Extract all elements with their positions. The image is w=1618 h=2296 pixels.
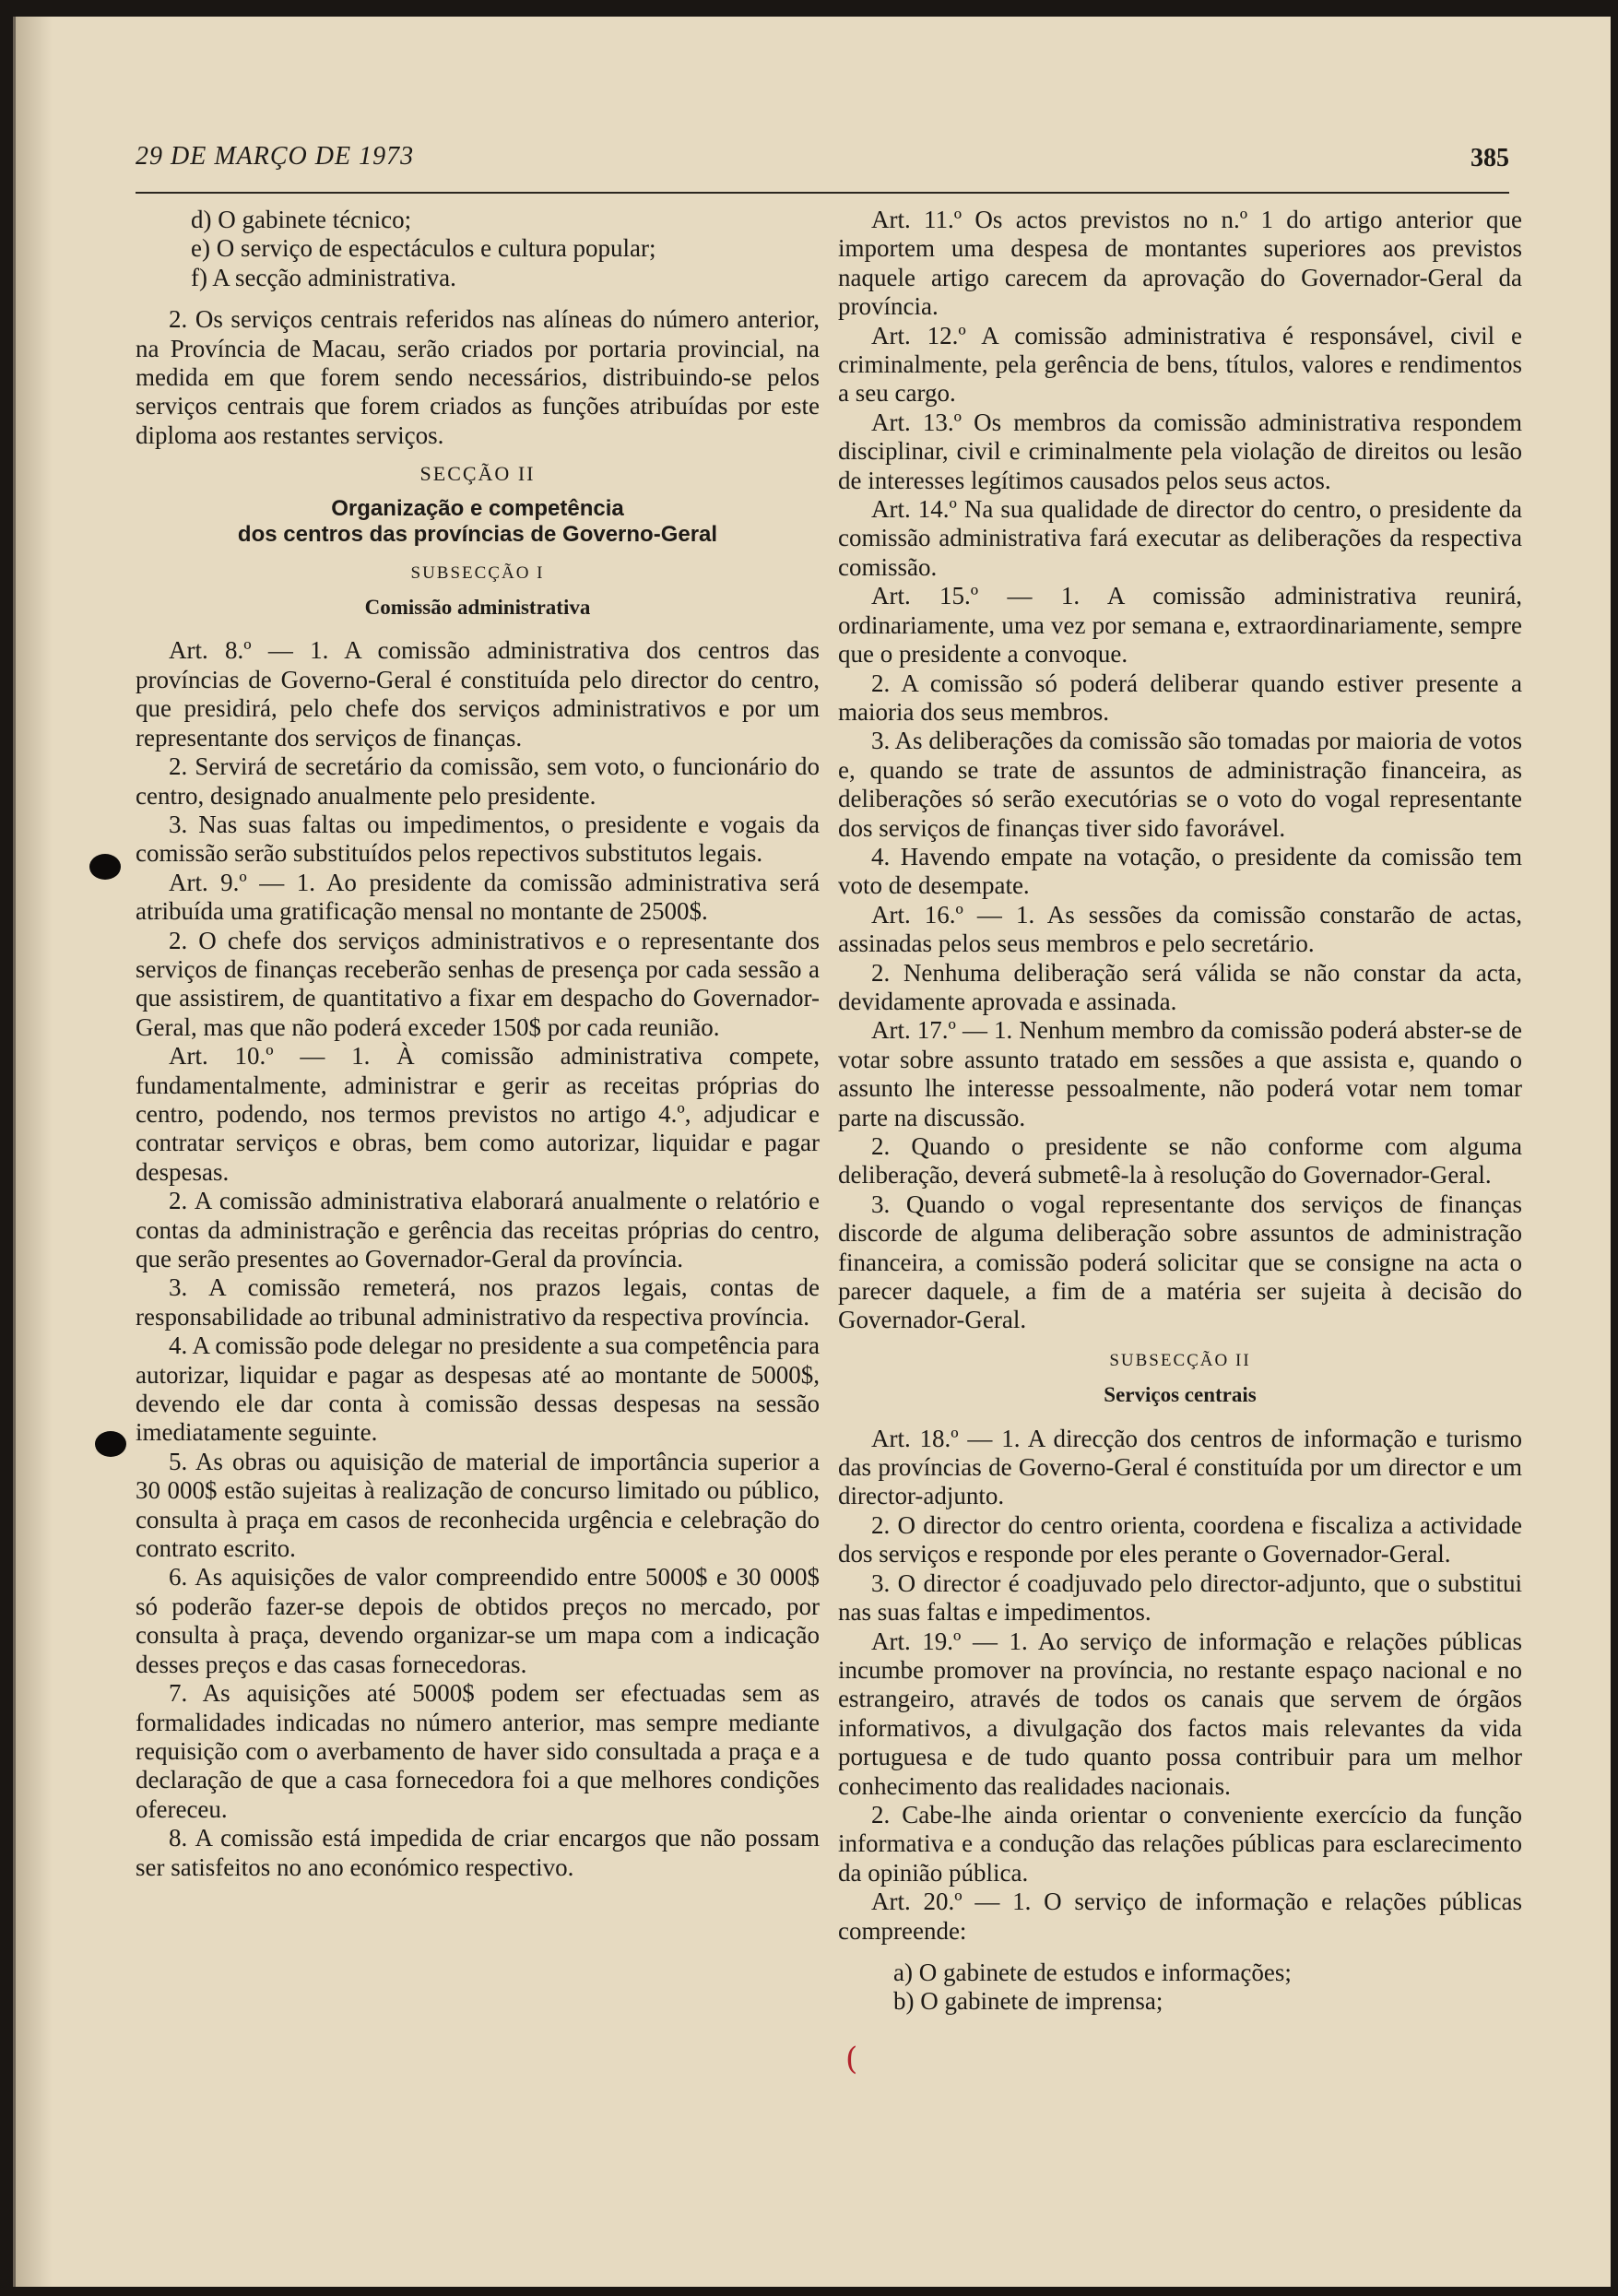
article-paragraph: 2. Servirá de secretário da comissão, sem voto, o funcionário do centro, designado anualmente pelo presidente. [136, 752, 820, 810]
binding-hole [89, 854, 121, 880]
article-paragraph-annotated: Art. 19.º — 1. Ao serviço de informação e relações públicas incumbe promover na província, no restante espaço nacional e no estrangeiro, através de todos os canais que servem de órgãos informativos, a divulgação dos factos mais relevantes da vida portuguesa e de tudo quanto possa contribuir para um melhor conhecimento das realidades nacionais. [838, 1627, 1522, 1800]
section-title-line: Organização e competência [331, 495, 624, 521]
article-paragraph: 3. A comissão remeterá, nos prazos legais, contas de responsabilidade ao tribunal administrativo da respectiva província. [136, 1273, 820, 1331]
page-header [136, 142, 1509, 188]
section-label: SECÇÃO II [419, 462, 536, 486]
article-paragraph: 2. Nenhuma deliberação será válida se não constar da acta, devidamente aprovada e assinada. [838, 958, 1522, 1015]
article-paragraph: Art. 9.º — 1. Ao presidente da comissão administrativa será atribuída uma gratificação mensal no montante de 2500$. [136, 868, 820, 926]
right-column [838, 206, 1522, 2105]
article-paragraph: Art. 16.º — 1. As sessões da comissão constarão de actas, assinadas pelos seus membros e pelo secretário. [838, 900, 1522, 958]
binding-hole [95, 1431, 126, 1457]
article-paragraph: 3. Nas suas faltas ou impedimentos, o presidente e vogais da comissão serão substituídos pelos repectivos substitutos legais. [136, 810, 820, 868]
left-column [136, 206, 820, 2105]
article-paragraph: Art. 14.º Na sua qualidade de director do centro, o presidente da comissão administrativa fará executar as deliberações da respectiva comissão. [838, 495, 1522, 581]
page-edge-stain [16, 17, 53, 2287]
article-paragraph-annotated: 2. Cabe-lhe ainda orientar o conveniente exercício da função informativa e a condução das relações públicas para esclarecimento da opinião pública. [838, 1800, 1522, 1887]
article-paragraph: Art. 17.º — 1. Nenhum membro da comissão poderá abster-se de votar sobre assunto tratado em sessões a que assista e, quando o assunto lhe interesse pessoalmente, não poderá votar nem tomar parte na discussão. [838, 1016, 1522, 1131]
page-number: 385 [1470, 144, 1509, 172]
article-paragraph: Art. 13.º Os membros da comissão administrativa respondem disciplinar, civil e criminalmente pela violação de direitos ou lesão de interesses legítimos causados pelos seus actos. [838, 408, 1522, 494]
list-item: e) O serviço de espectáculos e cultura popular; [191, 234, 656, 263]
subsection-title: Serviços centrais [1104, 1383, 1257, 1407]
header-date: 29 DE MARÇO DE 1973 [136, 142, 415, 171]
article-paragraph: 2. A comissão administrativa elaborará anualmente o relatório e contas da administração e gerência das receitas próprias do centro, que serão presentes ao Governador-Geral da província. [136, 1187, 820, 1272]
document-page [13, 17, 1611, 2287]
subsection-label: SUBSECÇÃO I [410, 562, 545, 583]
article-paragraph: Art. 18.º — 1. A direcção dos centros de informação e turismo das províncias de Governo-Geral é constituída por um director e um director-adjunto. [838, 1424, 1522, 1510]
article-paragraph: 8. A comissão está impedida de criar encargos que não possam ser satisfeitos no ano económico respectivo. [136, 1824, 820, 1881]
article-paragraph: 5. As obras ou aquisição de material de importância superior a 30 000$ estão sujeitas à realização de concurso limitado ou público, consulta à praça em casos de reconhecida urgência e celebração do contrato escrito. [136, 1447, 820, 1563]
subsection-title: Comissão administrativa [364, 596, 591, 620]
header-rule [136, 192, 1509, 194]
list-item: f) A secção administrativa. [191, 263, 456, 291]
pen-mark-icon: ( [845, 2041, 858, 2077]
subsection-label: SUBSECÇÃO II [1109, 1350, 1251, 1370]
article-paragraph: 3. As deliberações da comissão são tomadas por maioria de votos e, quando se trate de assuntos de administração financeira, as deliberações só serão executórias se o voto do vogal representante dos serviços de finanças tiver sido favorável. [838, 727, 1522, 842]
article-paragraph: Art. 10.º — 1. À comissão administrativa compete, fundamentalmente, administrar e gerir as receitas próprias do centro, podendo, nos termos previstos no artigo 4.º, adjudicar e contratar serviços e obras, bem como autorizar, liquidar e pagar despesas. [136, 1042, 820, 1186]
article-paragraph: 4. Havendo empate na votação, o presidente da comissão tem voto de desempate. [838, 842, 1522, 900]
article-paragraph: 2. O director do centro orienta, coordena e fiscaliza a actividade dos serviços e responde por eles perante o Governador-Geral. [838, 1510, 1522, 1568]
article-paragraph: 3. Quando o vogal representante dos serviços de finanças discorde de alguma deliberação sobre assuntos de administração financeira, a comissão poderá solicitar que se consigne na acta o parecer daquele, a fim de a matéria ser sujeita à decisão do Governador-Geral. [838, 1189, 1522, 1334]
article-paragraph: Art. 20.º — 1. O serviço de informação e relações públicas compreende: [838, 1888, 1522, 1945]
article-paragraph: Art. 12.º A comissão administrativa é responsável, civil e criminalmente, pela gerência de bens, títulos, valores e rendimentos a seu cargo. [838, 321, 1522, 408]
list-item: a) O gabinete de estudos e informações; [893, 1958, 1292, 1986]
article-paragraph: Art. 8.º — 1. A comissão administrativa dos centros das províncias de Governo-Geral é constituída pelo director do centro, que presidirá, pelo chefe dos serviços administrativos e por um representante dos serviços de finanças. [136, 636, 820, 752]
list-item: b) O gabinete de imprensa; [893, 1987, 1163, 2016]
article-paragraph: 7. As aquisições até 5000$ podem ser efectuadas sem as formalidades indicadas no número anterior, mas sempre mediante requisição com o averbamento de haver sido consultada a praça e a declaração de que a casa fornecedora foi a que melhores condições ofereceu. [136, 1679, 820, 1823]
article-paragraph: Art. 15.º — 1. A comissão administrativa reunirá, ordinariamente, uma vez por semana e, extraordinariamente, sempre que o presidente a convoque. [838, 582, 1522, 669]
article-paragraph: 6. As aquisições de valor compreendido entre 5000$ e 30 000$ só poderão fazer-se depois de obtidos preços no mercado, por consulta à praça, devendo organizar-se um mapa com a indicação desses preços e das casas fornecedoras. [136, 1563, 820, 1678]
article-paragraph: 4. A comissão pode delegar no presidente a sua competência para autorizar, liquidar e pagar as despesas até ao montante de 5000$, devendo ele dar conta à comissão dessas despesas na sessão imediatamente seguinte. [136, 1331, 820, 1447]
article-paragraph: 3. O director é coadjuvado pelo director-adjunto, que o substitui nas suas faltas e impedimentos. [838, 1568, 1522, 1627]
article-paragraph: 2. O chefe dos serviços administrativos e o representante dos serviços de finanças receberão senhas de presença por cada sessão a que assistirem, de quantitativo a fixar em despacho do Governador-Geral, mas que não poderá exceder 150$ por cada reunião. [136, 926, 820, 1041]
article-paragraph: 2. Quando o presidente se não conforme com alguma deliberação, deverá submetê-la à resolução do Governador-Geral. [838, 1132, 1522, 1189]
list-item: d) O gabinete técnico; [191, 206, 412, 233]
article-paragraph: 2. A comissão só poderá deliberar quando estiver presente a maioria dos seus membros. [838, 669, 1522, 726]
article-paragraph: Art. 11.º Os actos previstos no n.º 1 do artigo anterior que importem uma despesa de montantes superiores aos previstos naquele artigo carecem da aprovação do Governador-Geral da província. [838, 206, 1522, 321]
section-title [136, 496, 820, 548]
paragraph: 2. Os serviços centrais referidos nas alíneas do número anterior, na Província de Macau, serão criados por portaria provincial, na medida em que forem sendo necessários, distribuindo-se pelos serviços centrais que forem criados as funções atribuídas por este diploma aos restantes serviços. [136, 305, 820, 449]
section-title-line: dos centros das províncias de Governo-Geral [237, 521, 718, 547]
